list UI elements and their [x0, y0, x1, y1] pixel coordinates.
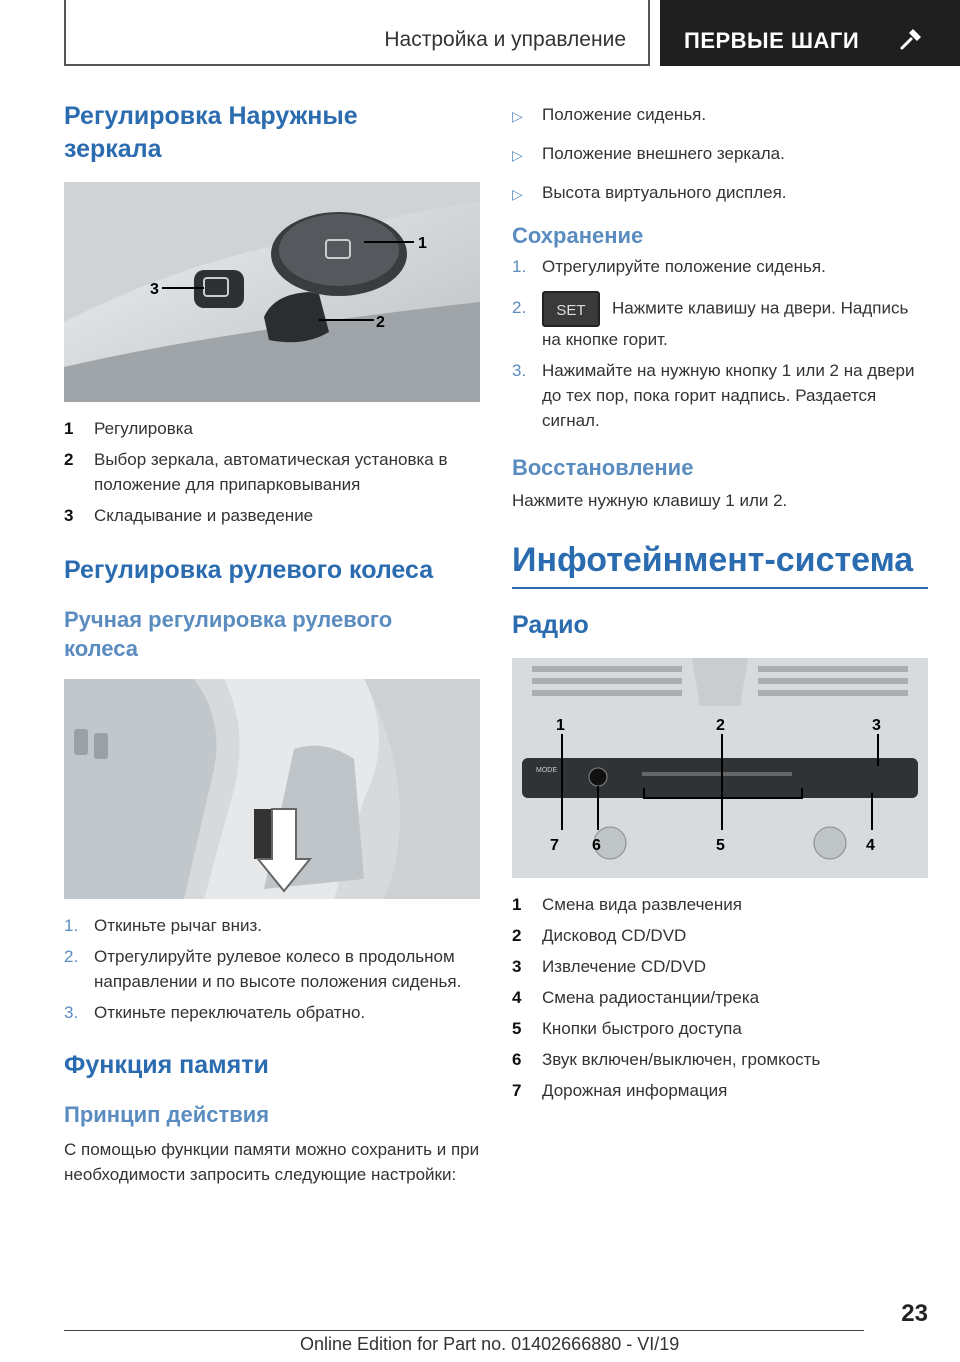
triangle-bullet-icon: ▷ [512, 147, 523, 163]
callout-5: 5 [716, 837, 725, 854]
legend-number: 3 [512, 957, 522, 976]
legend-number: 4 [512, 988, 522, 1007]
legend-item [512, 923, 928, 948]
radio-panel-illustration [512, 658, 928, 878]
legend-item [512, 1016, 928, 1041]
legend-text: Смена радиостанции/трека [542, 988, 760, 1007]
footer-edition: Online Edition for Part no. 01402666880 - VI/19 [300, 1334, 680, 1354]
legend-number: 1 [512, 895, 522, 914]
steering-lever-illustration [64, 679, 480, 899]
legend-item [512, 1078, 928, 1103]
legend-number: 2 [512, 926, 522, 945]
legend-number: 1 [64, 419, 74, 438]
legend-text: Дорожная информация [542, 1081, 728, 1100]
step-number: 3. [512, 361, 527, 380]
step-number: 1. [64, 916, 79, 935]
legend-text: Извлечение CD/DVD [542, 957, 707, 976]
header-chapter-title: ПЕРВЫЕ ШАГИ [684, 28, 860, 53]
callout-4: 4 [866, 837, 875, 854]
step-text: Откиньте рычаг вниз. [94, 916, 262, 935]
legend-text: Регулировка [94, 419, 193, 438]
triangle-bullet-icon: ▷ [512, 108, 523, 124]
mirror-controls-figure [64, 182, 480, 402]
heading-save: Сохранение [512, 223, 644, 248]
legend-text: Кнопки быстрого доступа [542, 1019, 742, 1038]
page-header [64, 0, 960, 66]
legend-text: Смена вида развлечения [542, 895, 742, 914]
page-number: 23 [901, 1300, 928, 1327]
heading-manual-adjustment: Ручная регулировка рулевого колеса [64, 607, 393, 661]
radio-panel-figure [512, 658, 928, 878]
legend-text: Складывание и разведение [94, 506, 314, 525]
callout-6: 6 [592, 837, 601, 854]
heading-exterior-mirrors: Регулировка Наружные зеркала [64, 102, 358, 163]
steering-steps [64, 913, 480, 1025]
right-column [512, 100, 928, 1109]
step-item [512, 254, 928, 279]
heading-memory-function: Функция памяти [64, 1051, 269, 1079]
legend-item [64, 503, 480, 528]
step-text: Нажимайте на нужную кнопку 1 или 2 на двери до тех пор, пока горит надпись. Раздается сигнал. [542, 361, 915, 430]
list-item [512, 141, 928, 168]
mode-label: MODE [536, 767, 557, 774]
step-number: 3. [64, 1003, 79, 1022]
step-number: 2. [64, 947, 79, 966]
step-number: 2. [512, 298, 527, 317]
heading-radio: Радио [512, 611, 589, 639]
header-section-box [64, 0, 650, 66]
heading-restore: Восстановление [512, 455, 694, 480]
step-text: Отрегулируйте положение сиденья. [542, 257, 826, 276]
legend-text: Дисковод CD/DVD [542, 926, 687, 945]
mirror-legend [64, 416, 480, 528]
legend-item [64, 447, 480, 497]
header-section-title: Настройка и управление [384, 28, 626, 51]
triangle-bullet-icon: ▷ [512, 186, 523, 202]
memory-settings-list [512, 102, 928, 207]
mirror-controls-illustration [64, 182, 480, 402]
steering-lever-figure [64, 679, 480, 899]
list-item-text: Положение внешнего зеркала. [542, 144, 785, 163]
step-text: Нажмите клавишу на двери. Надпись на кнопке горит. [542, 298, 909, 349]
radio-legend [512, 892, 928, 1103]
step-text: Отрегулируйте рулевое колесо в продольном направлении и по высоте положения сиденья. [94, 947, 462, 991]
step-item [64, 1000, 480, 1025]
heading-steering-wheel: Регулировка рулевого колеса [64, 556, 434, 584]
legend-number: 7 [512, 1081, 522, 1100]
callout-7: 7 [550, 837, 559, 854]
legend-number: 5 [512, 1019, 522, 1038]
callout-1: 1 [418, 235, 427, 252]
footer-rule [64, 1330, 864, 1331]
callout-1: 1 [556, 717, 565, 734]
step-number: 1. [512, 257, 527, 276]
step-item [64, 944, 480, 994]
header-chapter-tab [660, 0, 960, 66]
step-text: Откиньте переключатель обратно. [94, 1003, 366, 1022]
callout-2: 2 [376, 314, 385, 331]
restore-text: Нажмите нужную клавишу 1 или 2. [512, 491, 788, 510]
legend-item [512, 985, 928, 1010]
heading-principle: Принцип действия [64, 1102, 270, 1127]
callout-3: 3 [872, 717, 881, 734]
list-item-text: Положение сиденья. [542, 105, 707, 124]
legend-item [512, 954, 928, 979]
legend-number: 3 [64, 506, 74, 525]
wrench-icon [896, 24, 926, 54]
legend-item [64, 416, 480, 441]
callout-3: 3 [150, 281, 159, 298]
callout-2: 2 [716, 717, 725, 734]
legend-number: 2 [64, 450, 74, 469]
heading-underline [512, 587, 928, 589]
save-steps [512, 254, 928, 433]
list-item [512, 180, 928, 207]
step-item [512, 358, 928, 433]
set-button-icon: SET [542, 291, 600, 327]
legend-text: Выбор зеркала, автоматическая установка в положение для припарковывания [94, 450, 448, 494]
left-column [64, 100, 480, 1187]
list-item [512, 102, 928, 129]
legend-text: Звук включен/выключен, громкость [542, 1050, 821, 1069]
step-item [64, 913, 480, 938]
principle-text: С помощью функции памяти можно сохранить и при необходимости запросить следующие настройки: [64, 1140, 480, 1184]
legend-item [512, 1047, 928, 1072]
heading-infotainment: Инфотейнмент-система [512, 541, 914, 579]
legend-item [512, 892, 928, 917]
list-item-text: Высота виртуального дисплея. [542, 183, 787, 202]
legend-number: 6 [512, 1050, 522, 1069]
step-item [512, 291, 928, 352]
